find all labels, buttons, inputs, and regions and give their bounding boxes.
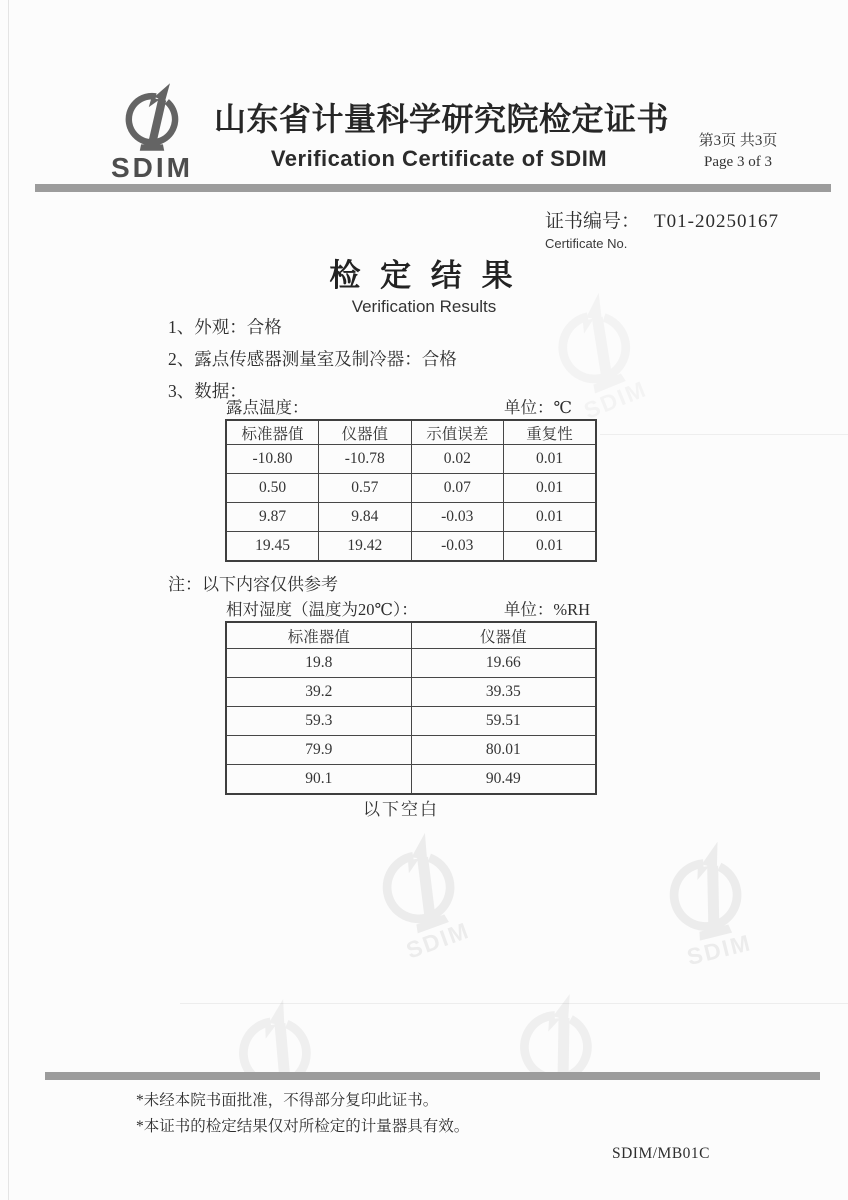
table-cell: -10.80: [226, 445, 319, 474]
table-cell: 79.9: [226, 736, 411, 765]
table-cell: 0.57: [319, 474, 412, 503]
certificate-number-value: T01-20250167: [654, 211, 779, 232]
results-title-en: Verification Results: [351, 297, 497, 316]
table-row: [226, 532, 596, 562]
certificate-number-label-en: Certificate No.: [545, 236, 628, 251]
table-cell: 0.07: [411, 474, 504, 503]
result-item-data: 3、数据：: [168, 381, 247, 401]
dew-point-table: [225, 419, 597, 562]
sdim-watermark: [354, 823, 489, 971]
footnote-copy-restriction: *未经本院书面批准，不得部分复印此证书。: [136, 1092, 439, 1109]
sdim-logo: [92, 82, 212, 184]
footer-divider: [45, 1072, 820, 1080]
footnote-validity: *本证书的检定结果仅对所检定的计量器具有效。: [136, 1118, 470, 1135]
form-code: SDIM/MB01C: [611, 1145, 710, 1162]
column-header: 标准器值: [226, 420, 319, 445]
certificate-number-line: [545, 206, 779, 233]
results-title-zh: 检 定 结 果: [329, 258, 519, 293]
table-cell: 90.1: [226, 765, 411, 795]
watermark-text: SDIM: [684, 929, 755, 971]
column-header: 仪器值: [319, 420, 412, 445]
table-cell: 0.01: [504, 503, 597, 532]
result-items: [168, 311, 457, 407]
result-item-appearance: 1、外观：合格: [168, 317, 282, 337]
table1-unit: 单位：℃: [504, 398, 572, 417]
page-info-zh: 第3页 共3页: [698, 133, 778, 149]
sdim-watermark: [497, 987, 620, 1072]
table-cell: 19.66: [411, 649, 596, 678]
sdim-watermark: [645, 834, 771, 976]
table-row: [226, 765, 596, 795]
table-row: [226, 736, 596, 765]
org-title-en: Verification Certificate of SDIM: [270, 146, 608, 171]
relative-humidity-table: [225, 621, 597, 795]
column-header: 仪器值: [411, 622, 596, 649]
table-cell: 0.01: [504, 474, 597, 503]
table2-unit: 单位：%RH: [503, 600, 590, 619]
table-cell: 59.3: [226, 707, 411, 736]
table-cell: 90.49: [411, 765, 596, 795]
table-row: [226, 707, 596, 736]
page-info: [668, 131, 808, 173]
watermark-text: SDIM: [402, 916, 474, 964]
watermark-text: SDIM: [580, 375, 651, 424]
sdim-logo-watermark-icon: [502, 988, 608, 1072]
column-header: 示值误差: [411, 420, 504, 445]
column-header: 标准器值: [226, 622, 411, 649]
table-cell: 39.2: [226, 678, 411, 707]
table-row: [226, 649, 596, 678]
table-cell: -0.03: [411, 532, 504, 562]
scan-artifact-line: [600, 434, 848, 435]
table-cell: 59.51: [411, 707, 596, 736]
table-row: [226, 474, 596, 503]
table1-caption-row: [226, 394, 572, 418]
certificate-number-label-zh: 证书编号：: [545, 211, 641, 232]
table-cell: 19.45: [226, 532, 319, 562]
table-row: [226, 445, 596, 474]
org-title-zh: 山东省计量科学研究院检定证书: [214, 101, 670, 137]
table-cell: 0.01: [504, 445, 597, 474]
sdim-watermark: [212, 990, 344, 1072]
table-cell: 80.01: [411, 736, 596, 765]
table-cell: 0.02: [411, 445, 504, 474]
table1-caption: 露点温度：: [226, 398, 309, 417]
watermark-strip: [0, 960, 848, 1072]
table-cell: 39.35: [411, 678, 596, 707]
table-cell: 19.42: [319, 532, 412, 562]
table-cell: 0.01: [504, 532, 597, 562]
sdim-logo-text: SDIM: [111, 152, 193, 183]
table-cell: 19.8: [226, 649, 411, 678]
table-row: [226, 678, 596, 707]
certificate-number-block: [545, 206, 779, 251]
table-cell: 9.84: [319, 503, 412, 532]
table-cell: 0.50: [226, 474, 319, 503]
header-divider: [35, 184, 831, 192]
blank-below-note: 以下空白: [363, 800, 439, 819]
table-cell: -0.03: [411, 503, 504, 532]
page-info-en: Page 3 of 3: [704, 154, 772, 170]
column-header: 重复性: [504, 420, 597, 445]
table-header-row: [226, 622, 596, 649]
sdim-logo-icon: [110, 82, 194, 154]
table-cell: 9.87: [226, 503, 319, 532]
reference-note: 注：以下内容仅供参考: [168, 575, 338, 594]
table-cell: -10.78: [319, 445, 412, 474]
table-header-row: [226, 420, 596, 445]
sdim-logo-watermark-icon: [217, 991, 331, 1072]
table-row: [226, 503, 596, 532]
table2-caption: 相对湿度（温度为20℃）：: [226, 600, 418, 619]
table2-caption-row: [226, 596, 590, 620]
footnotes: [136, 1088, 469, 1140]
result-item-sensor: 2、露点传感器测量室及制冷器：合格: [168, 349, 457, 369]
